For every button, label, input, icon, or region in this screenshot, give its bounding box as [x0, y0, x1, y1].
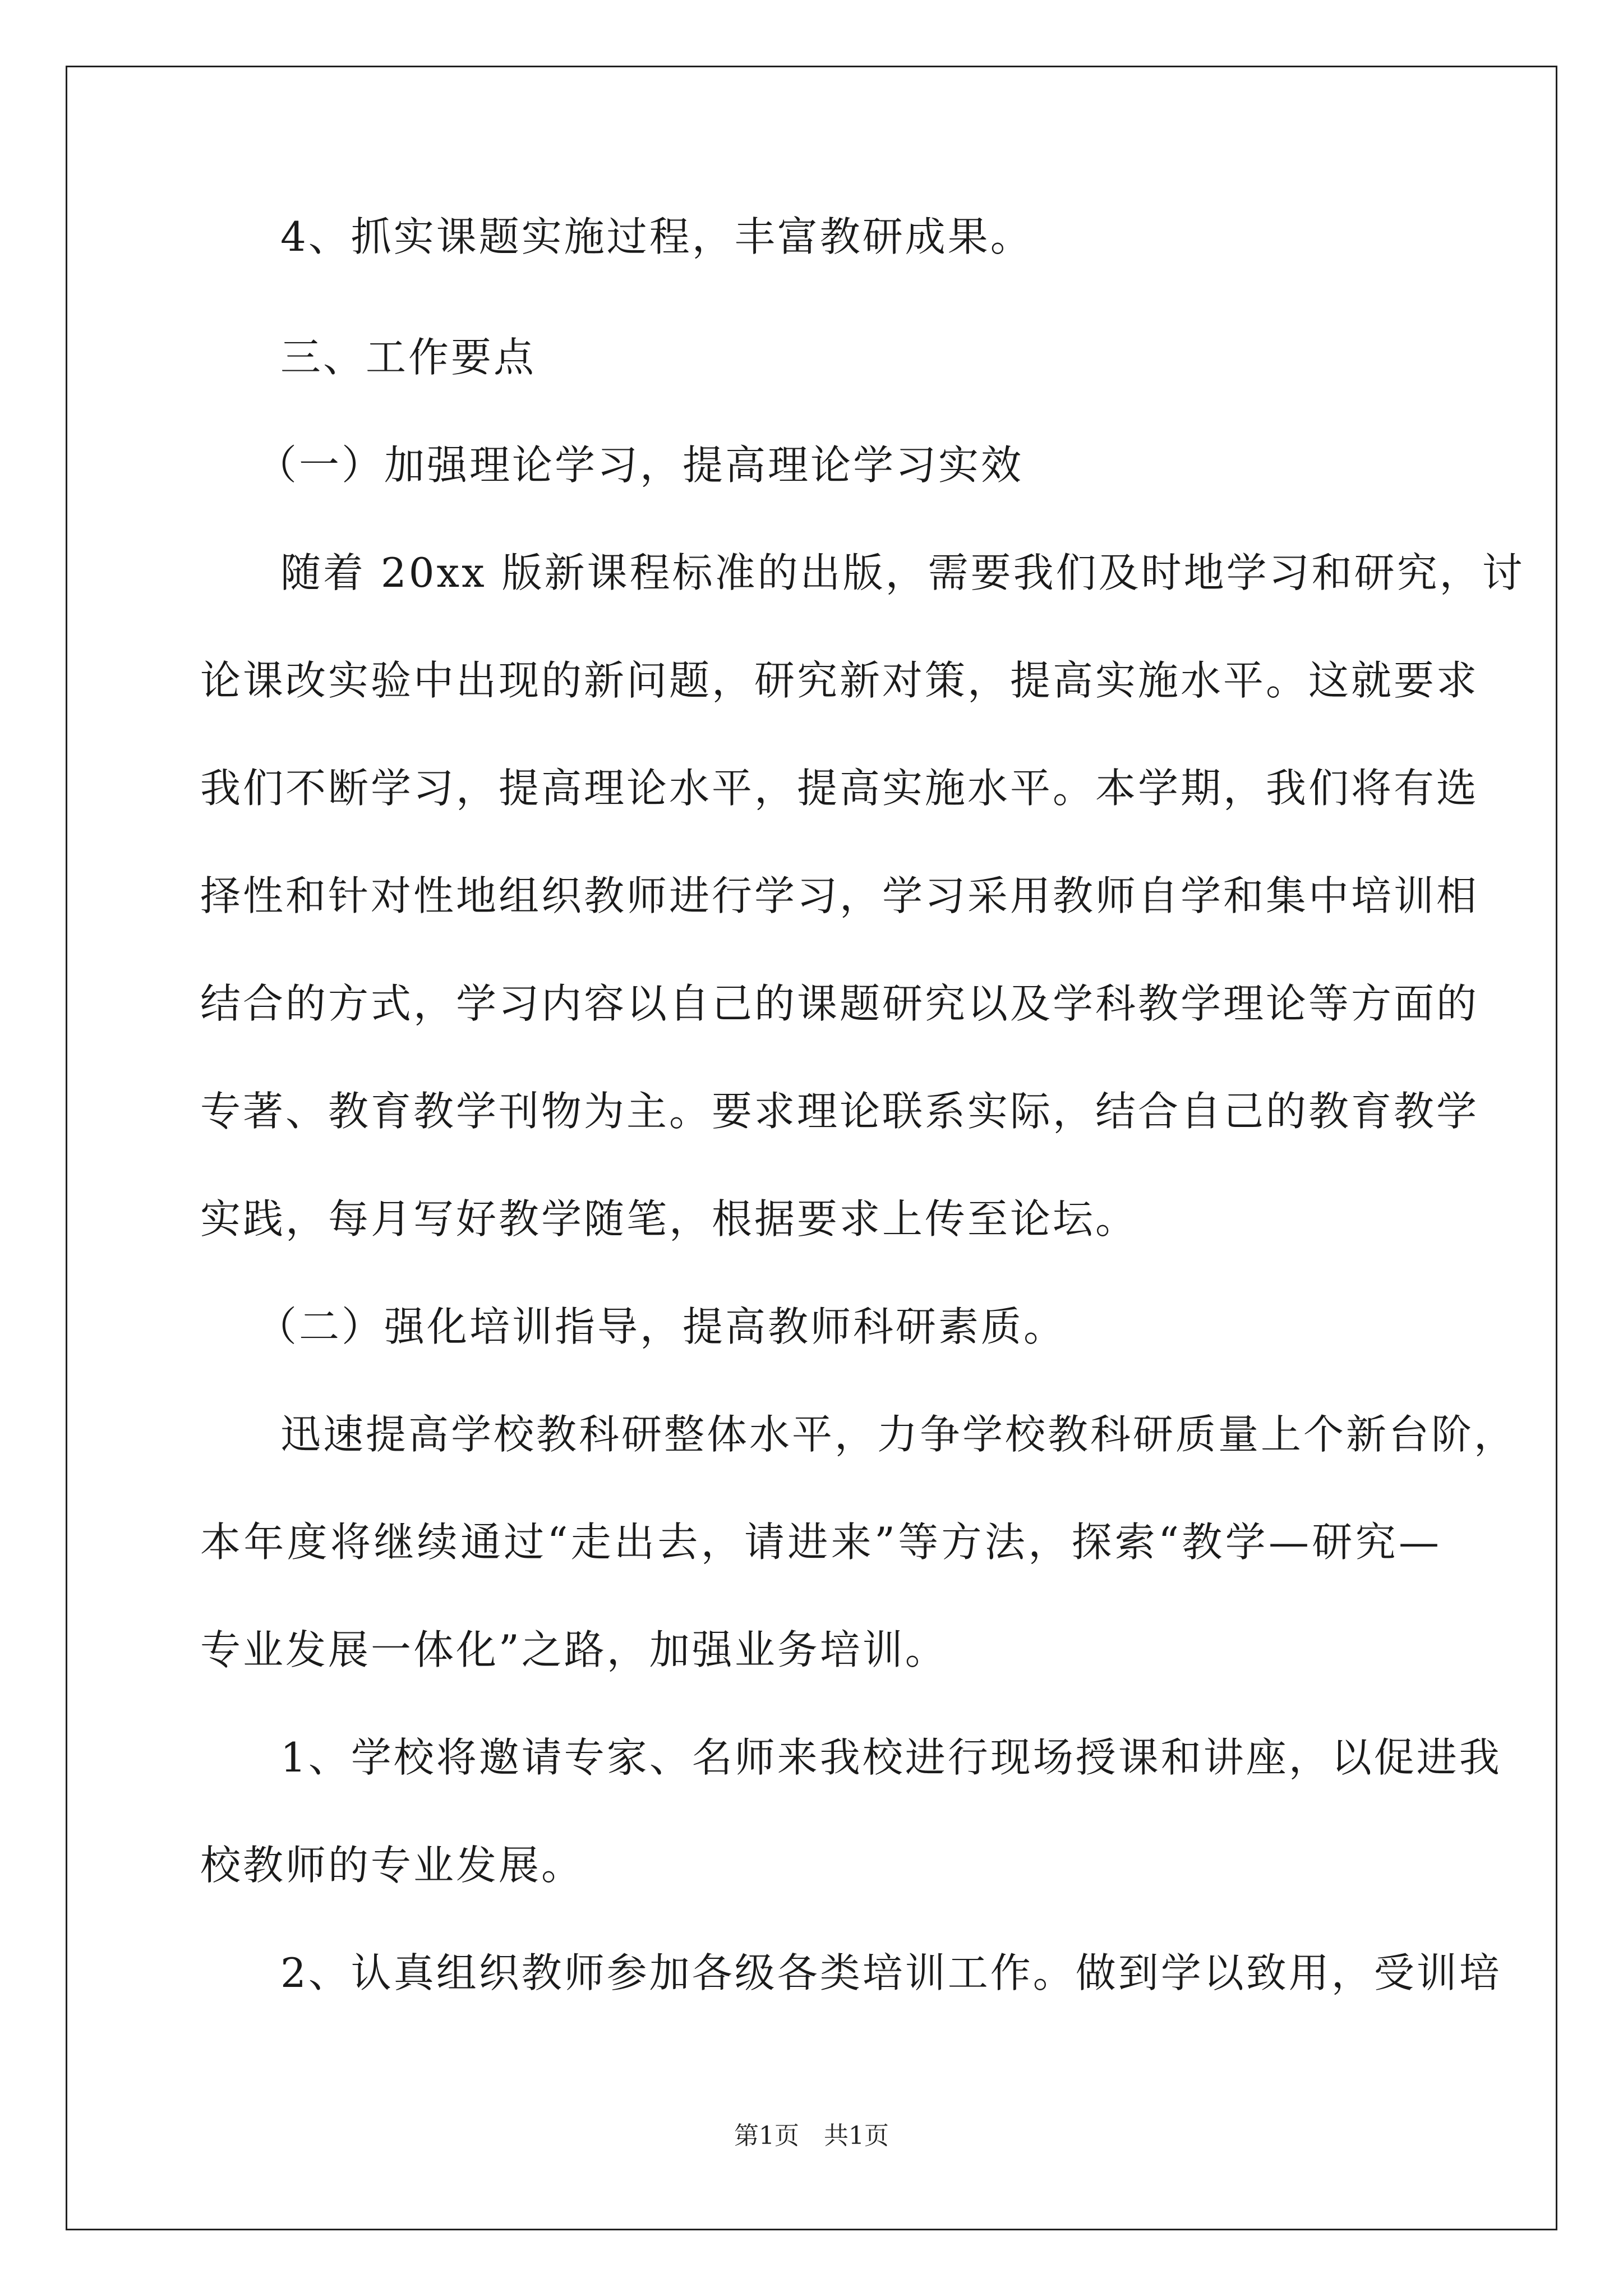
paragraph-line: 择性和针对性地组织教师进行学习，学习采用教师自学和集中培训相: [200, 872, 1479, 919]
list-item-4: 4、抓实课题实施过程，丰富教研成果。: [280, 213, 1033, 260]
paragraph-line: 专业发展一体化”之路，加强业务培训。: [200, 1626, 948, 1673]
page-number-footer: 第1页 共1页: [734, 2122, 889, 2150]
paragraph-line: 迅速提高学校教科研整体水平，力争学校教科研质量上个新台阶，: [280, 1411, 1517, 1458]
paragraph-line: 我们不断学习，提高理论水平，提高实施水平。本学期，我们将有选: [200, 765, 1479, 812]
paragraph-line: 随着 20xx 版新课程标准的出版，需要我们及时地学习和研究，讨: [280, 549, 1525, 596]
list-item-2: 2、认真组织教师参加各级各类培训工作。做到学以致用，受训培: [280, 1949, 1502, 1996]
paragraph-line: 论课改实验中出现的新问题，研究新对策，提高实施水平。这就要求: [200, 657, 1479, 704]
paragraph-line: 结合的方式，学习内容以自己的课题研究以及学科教学理论等方面的: [200, 980, 1479, 1027]
subsection-heading-1: （一）加强理论学习，提高理论学习实效: [256, 441, 1024, 489]
paragraph-line: 本年度将继续通过“走出去，请进来”等方法，探索“教学—研究—: [200, 1519, 1441, 1566]
section-heading: 三、工作要点: [280, 334, 537, 381]
list-item-1-continued: 校教师的专业发展。: [200, 1842, 584, 1889]
paragraph-line: 专著、教育教学刊物为主。要求理论联系实际，结合自己的教育教学: [200, 1088, 1479, 1135]
subsection-heading-2: （二）强化培训指导，提高教师科研素质。: [256, 1303, 1067, 1350]
list-item-1: 1、学校将邀请专家、名师来我校进行现场授课和讲座，以促进我: [280, 1734, 1502, 1781]
page-border: [66, 66, 1557, 2230]
paragraph-line: 实践，每月写好教学随笔，根据要求上传至论坛。: [200, 1195, 1138, 1243]
